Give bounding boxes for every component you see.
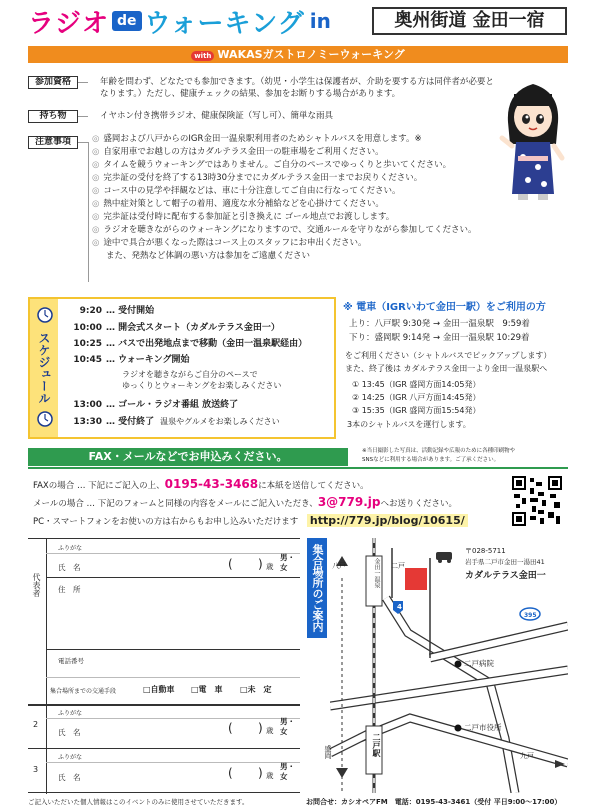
bus-2: ② 14:25（IGR 八戸方面14:45発） (352, 393, 481, 402)
map-ninohe-station: 二戸駅 (372, 733, 381, 757)
photo-note-1: ※当日撮影した写真は、活動記録や広報のために各種印刷物や (362, 448, 516, 454)
schedule-row: 9:20 … 受付開始 (79, 306, 155, 316)
map-morioka: 盛岡 (324, 745, 332, 759)
url-link[interactable]: http://779.jp/blog/10615/ (307, 514, 468, 527)
bus-note: 3本のシャトルバスを運行します。 (347, 420, 471, 429)
privacy-note: ご記入いただいた個人情報はこのイベントのみに使用させていただきます。 (28, 798, 249, 806)
gender-label: 男・女 (280, 717, 295, 736)
list-item: また、発熱など体調の悪い方は参加をご遠慮ください (106, 251, 311, 261)
eligibility-leader (78, 82, 88, 83)
fax-number: 0195-43-3468 (164, 477, 259, 491)
train-note-1: をご利用ください（シャトルバスでピックアップします） (345, 351, 552, 360)
mail-line: メールの場合 … 下記のフォームと同様の内容をメールにご記入いただき、3@779.jpへお送りください。 (33, 495, 457, 509)
mail-address[interactable]: 3@779.jp (317, 495, 381, 509)
notes-list (92, 134, 492, 264)
schedule-row: 13:30 … 受付終了 温泉やグルメをお楽しみください (73, 417, 280, 427)
address-label: 住 所 (58, 585, 81, 594)
form-divider (46, 577, 300, 578)
age-open: ( (228, 721, 233, 735)
walking-subtext-2: ゆっくりとウォーキングをお楽しみください (122, 381, 282, 390)
pc-line: PC・スマートフォンをお使いの方は右からもお申し込みいただけます http://779.jp/blog/10615/ (33, 515, 468, 528)
schedule-row: 10:25 … バスで出発地点まで移動（金田一温泉駅経由） (73, 339, 308, 349)
notes-bracket (88, 142, 89, 282)
schedule-label: スケジュール (30, 299, 58, 437)
bus-1: ① 13:45（IGR 盛岡方面14:05発） (352, 380, 481, 389)
walking-subtext-1: ラジオを聴きながらご自分のペースで (122, 370, 258, 379)
notes-leader (78, 142, 88, 143)
qr-code-icon[interactable] (512, 476, 562, 526)
train-up: 上り：八戸駅 9:30発 → 金田一温泉駅 9:59着 (349, 319, 530, 329)
age-unit: 歳 (266, 726, 274, 735)
list-item: ◎ 盛岡および八戸からのIGR金田一温泉駅利用者のためシャトルバスを用意します。※ (92, 134, 422, 144)
map-hachinohe: 八戸 (332, 562, 346, 570)
age-close: ) (258, 557, 263, 571)
schedule-row: 13:00 … ゴール・ラジオ番組 放送終了 (73, 400, 239, 410)
map-kunohe: 九戸 (520, 752, 534, 760)
form-divider (28, 704, 300, 706)
belongings-label: 持ち物 (28, 110, 78, 123)
apply-underline (28, 467, 568, 469)
map-address: 岩手県二戸市金田一湯田41 (465, 558, 545, 566)
form-divider (46, 718, 300, 719)
gender-label: 男・女 (280, 762, 295, 781)
mascot-illustration (498, 72, 568, 202)
list-item: ◎ ラジオを聴きながらのウォーキングになりますので、交通ルールを守りながら参加してください。 (92, 225, 477, 235)
transport-option-undecided[interactable]: □未 定 (240, 685, 272, 694)
transport-label: 集合場所までの交通手段 (50, 688, 117, 695)
furigana-label: ふりがな (58, 710, 83, 717)
title-in: in (309, 9, 331, 33)
application-form (28, 538, 300, 793)
map-ninohe-hospital: 二戸病院 (464, 659, 494, 668)
map-kindaichi-onsen: 金田一温泉 (373, 558, 380, 588)
list-item: ◎ 完歩証は受付時に配布する参加証と引き換えに ゴール地点でお渡しします。 (92, 212, 395, 222)
eligibility-label: 参加資格 (28, 76, 78, 89)
name-field-3[interactable] (88, 765, 224, 785)
schedule-box (28, 297, 336, 439)
subtitle-bar (28, 46, 568, 63)
phone-field[interactable] (88, 651, 298, 675)
form-divider (46, 677, 300, 678)
bus-3: ③ 15:35（IGR 盛岡方面15:54発） (352, 406, 481, 415)
apply-bar: FAX・メールなどでお申込みください。 (28, 448, 348, 466)
list-item: ◎ タイムを競うウォーキングではありません。ご自分のペースでゆっくりと歩いてください。 (92, 160, 452, 170)
title-de-badge: de (112, 11, 142, 31)
form-divider (46, 553, 300, 554)
name-label: 氏 名 (58, 773, 81, 782)
transport-option-car[interactable]: □自動車 (143, 685, 175, 694)
list-item: ◎ コース中の見学や拝観などは、車に十分注意してご自由に行なってください。 (92, 186, 401, 196)
clock-icon (37, 307, 53, 323)
age-close: ) (258, 766, 263, 780)
name-label: 氏 名 (58, 563, 81, 572)
gender-label: 男・女 (280, 553, 295, 572)
train-title: ※ 電車（IGRいわて金田一駅）をご利用の方 (343, 302, 546, 313)
eligibility-text: 年齢を問わず、どなたでも参加できます。（幼児・小学生は保護者が、介助を要する方は同伴者が必要となります。）ただし、健康チェックの結果、参加をお断りする場合があります。 (100, 77, 494, 99)
list-item: ◎ 熱中症対策として帽子の着用、適度な水分補給などを心掛けてください。 (92, 199, 384, 209)
address-field[interactable] (88, 579, 298, 647)
person-2-number: 2 (33, 720, 39, 729)
contact-line: お問合せ：カシオペアFM 電話：0195-43-3461（受付 平日9:00〜17:00） (306, 798, 562, 806)
belongings-text: イヤホン付き携帯ラジオ、健康保険証（写し可）、簡単な雨具 (100, 111, 333, 121)
location-box: 奥州街道 金田一宿 (372, 7, 567, 35)
list-item: ◎ 完歩証の受付を終了する13時30分までにカダルテラス金田一までお戻りください。 (92, 173, 423, 183)
list-item: ◎ 自家用車でお越しの方はカダルテラス金田一の駐車場をご利用ください。 (92, 147, 384, 157)
train-note-2: また、終了後は カダルテラス金田一より金田一温泉駅へ (345, 364, 548, 373)
header-title (28, 4, 331, 38)
name-label: 氏 名 (58, 728, 81, 737)
clock-icon (37, 411, 53, 427)
schedule-row: 10:00 … 開会式スタート（カダルテラス金田一） (73, 323, 280, 333)
fax-line: FAXの場合 … 下記にご記入の上、0195-43-3468に本紙を送信してください。 (33, 477, 369, 491)
rep-label: 代表者 (32, 573, 41, 597)
phone-label: 電話番号 (58, 657, 84, 665)
furigana-label: ふりがな (58, 754, 83, 761)
map-ninohe-city: 二戸市役所 (464, 723, 502, 732)
age-unit: 歳 (266, 771, 274, 780)
age-close: ) (258, 721, 263, 735)
map-venue: カダルテラス金田一 (465, 571, 546, 581)
schedule-row: 10:45 … ウォーキング開始 (73, 355, 190, 365)
form-divider (28, 748, 300, 749)
list-item: ◎ 途中で具合が悪くなった際はコース上のスタッフにお申出ください。 (92, 238, 367, 248)
age-unit: 歳 (266, 562, 274, 571)
transport-option-train[interactable]: □電 車 (191, 685, 223, 694)
form-divider (46, 539, 47, 704)
age-open: ( (228, 766, 233, 780)
form-divider (46, 762, 300, 763)
route-4-label: 4 (397, 603, 402, 611)
name-field-2[interactable] (88, 720, 224, 740)
name-field[interactable] (88, 555, 224, 575)
title-walking: ウォーキング (144, 8, 305, 39)
age-open: ( (228, 557, 233, 571)
form-divider (46, 649, 300, 650)
person-3-number: 3 (33, 765, 39, 774)
title-radio: ラジオ (28, 8, 110, 39)
belongings-leader (78, 116, 88, 117)
map-label: 集合場所のご案内 (307, 538, 327, 638)
furigana-label: ふりがな (58, 545, 83, 552)
photo-note-2: SNSなどに利用する場合があります。ご了承ください。 (362, 457, 500, 463)
with-badge: with (191, 51, 214, 61)
map-ninohe-top: 二戸 (391, 562, 405, 570)
train-down: 下り：盛岡駅 9:14発 → 金田一温泉駅 10:29着 (349, 333, 530, 343)
notes-label: 注意事項 (28, 136, 78, 149)
route-395-label: 395 (524, 612, 537, 619)
subtitle-text: WAKASガストロノミーウォーキング (217, 48, 405, 61)
map-postal: 〒028-5711 (465, 547, 506, 555)
